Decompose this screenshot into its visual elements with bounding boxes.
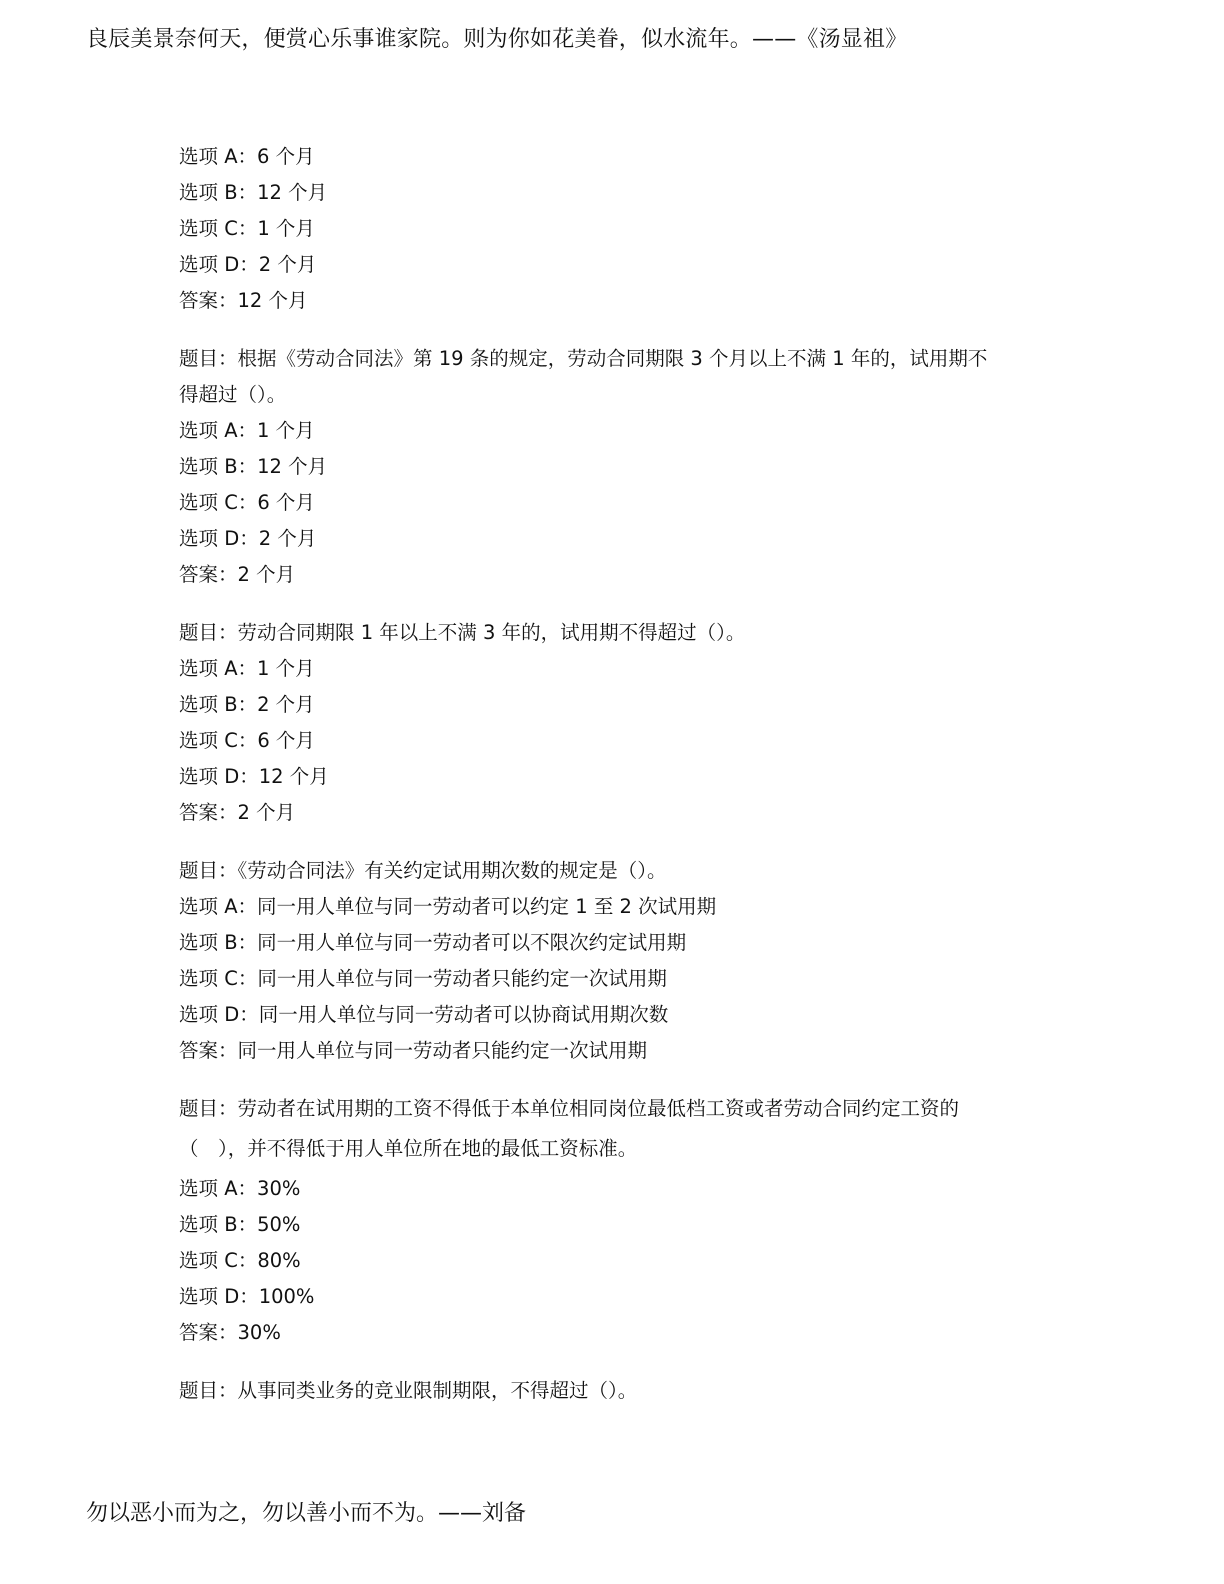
option-d: 选项 D：100% [179,1285,315,1308]
question-title: 题目：从事同类业务的竞业限制期限，不得超过（）。 [179,1379,638,1402]
answer: 答案：同一用人单位与同一劳动者只能约定一次试用期 [179,1039,648,1062]
footer-quote: 勿以恶小而为之，勿以善小而不为。——刘备 [86,1501,527,1526]
option-d: 选项 D：12 个月 [179,765,329,788]
question-block [179,139,1049,319]
option-d: 选项 D：2 个月 [179,253,317,276]
answer: 答案：2 个月 [179,801,296,824]
answer: 答案：12 个月 [179,289,308,312]
option-a: 选项 A：1 个月 [179,419,315,442]
question-title-continued: （ ），并不得低于用人单位所在地的最低工资标准。 [179,1137,638,1160]
question-title: 题目：《劳动合同法》有关约定试用期次数的规定是（）。 [179,859,667,882]
header-quote: 良辰美景奈何天，便赏心乐事谁家院。则为你如花美眷，似水流年。——《汤显祖》 [86,27,908,52]
option-b: 选项 B：12 个月 [179,455,328,478]
option-c: 选项 C：80% [179,1249,301,1272]
option-a: 选项 A：6 个月 [179,145,315,168]
option-c: 选项 C：6 个月 [179,491,315,514]
question-block [179,341,1049,593]
question-title: 题目：劳动者在试用期的工资不得低于本单位相同岗位最低档工资或者劳动合同约定工资的 [179,1097,960,1120]
option-c: 选项 C：6 个月 [179,729,315,752]
question-title-continued: 得超过（）。 [179,383,287,406]
option-c: 选项 C：同一用人单位与同一劳动者只能约定一次试用期 [179,967,667,990]
option-c: 选项 C：1 个月 [179,217,315,240]
option-a: 选项 A：同一用人单位与同一劳动者可以约定 1 至 2 次试用期 [179,895,717,918]
question-list [179,139,1049,1409]
question-block [179,615,1049,831]
option-a: 选项 A：30% [179,1177,301,1200]
option-a: 选项 A：1 个月 [179,657,315,680]
question-block [179,1091,1049,1351]
answer: 答案：30% [179,1321,281,1344]
question-title: 题目：根据《劳动合同法》第 19 条的规定，劳动合同期限 3 个月以上不满 1 年的，试用期不 [179,347,988,370]
option-b: 选项 B：2 个月 [179,693,315,716]
option-b: 选项 B：同一用人单位与同一劳动者可以不限次约定试用期 [179,931,687,954]
option-d: 选项 D：2 个月 [179,527,317,550]
option-d: 选项 D：同一用人单位与同一劳动者可以协商试用期次数 [179,1003,669,1026]
question-block [179,1373,1049,1409]
option-b: 选项 B：12 个月 [179,181,328,204]
option-b: 选项 B：50% [179,1213,301,1236]
question-block [179,853,1049,1069]
question-title: 题目：劳动合同期限 1 年以上不满 3 年的，试用期不得超过（）。 [179,621,746,644]
answer: 答案：2 个月 [179,563,296,586]
